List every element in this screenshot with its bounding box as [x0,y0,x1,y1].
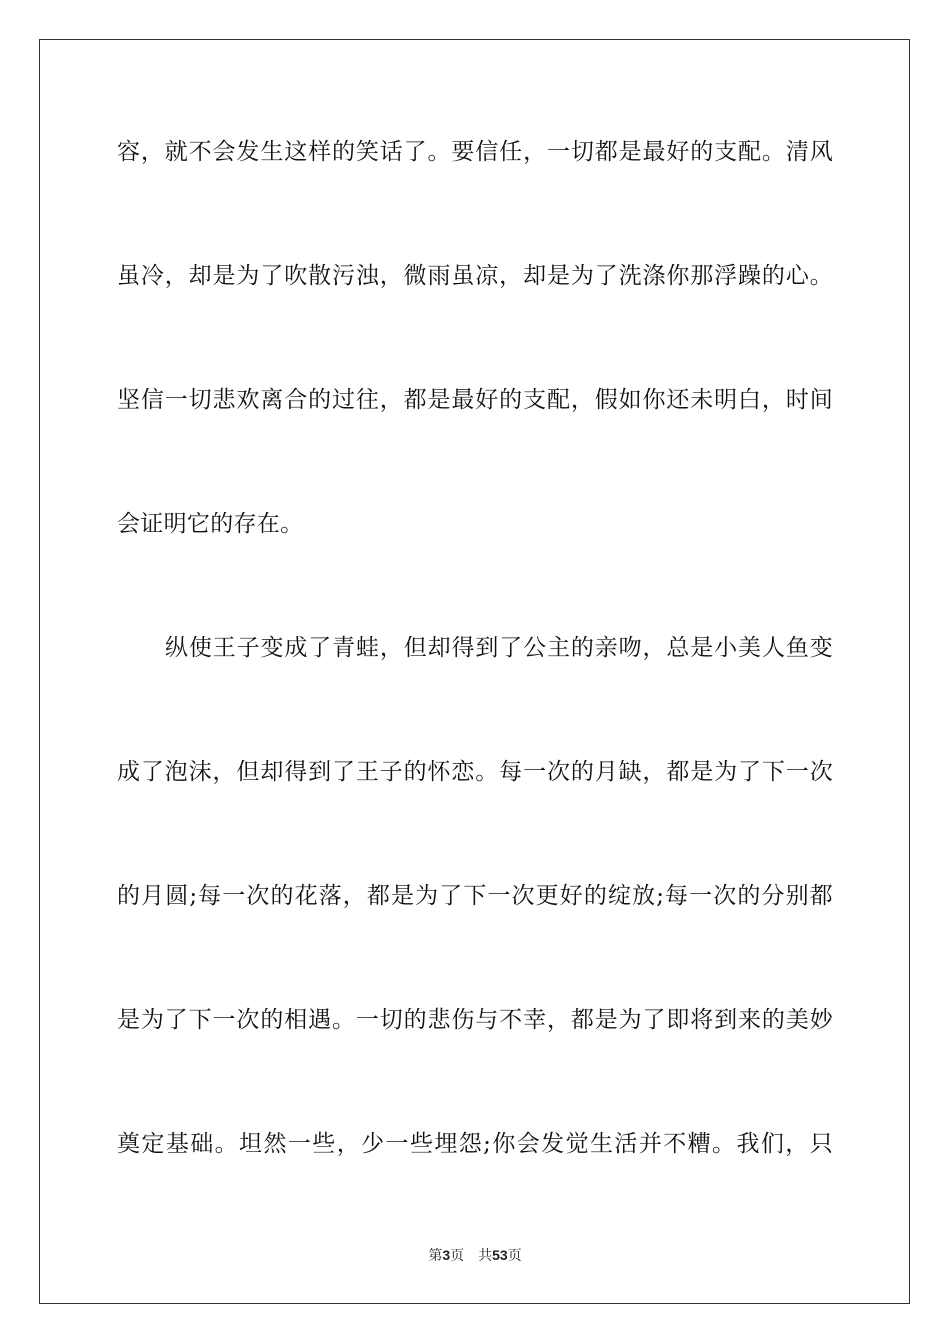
text-line-4: 会证明它的存在。 [117,511,304,537]
footer-total-pages: 53 [492,1247,508,1263]
footer-page-number: 3 [442,1247,451,1263]
text-line-3: 坚信一切悲欢离合的过往，都是最好的支配，假如你还未明白，时间 [117,387,833,413]
footer-page-prefix: 第 [428,1248,443,1264]
page-footer [0,1246,950,1265]
text-line-9: 奠定基础。坦然一些，少一些埋怨;你会发觉生活并不糟。我们，只 [117,1131,833,1157]
footer-page-suffix: 页 [450,1248,465,1264]
text-line-1: 容，就不会发生这样的笑话了。要信任，一切都是最好的支配。清风 [117,139,833,165]
text-line-2: 虽冷，却是为了吹散污浊，微雨虽凉，却是为了洗涤你那浮躁的心。 [117,263,833,289]
text-line-6: 成了泡沫，但却得到了王子的怀恋。每一次的月缺，都是为了下一次 [117,759,833,785]
text-line-7: 的月圆;每一次的花落，都是为了下一次更好的绽放;每一次的分别都 [117,883,833,909]
text-line-8: 是为了下一次的相遇。一切的悲伤与不幸，都是为了即将到来的美妙 [117,1007,833,1033]
footer-total-prefix: 共 [478,1248,493,1264]
paragraph-start-line: 纵使王子变成了青蛙，但却得到了公主的亲吻，总是小美人鱼变 [165,635,833,661]
footer-total-suffix: 页 [507,1248,522,1264]
page-border [39,39,910,1304]
